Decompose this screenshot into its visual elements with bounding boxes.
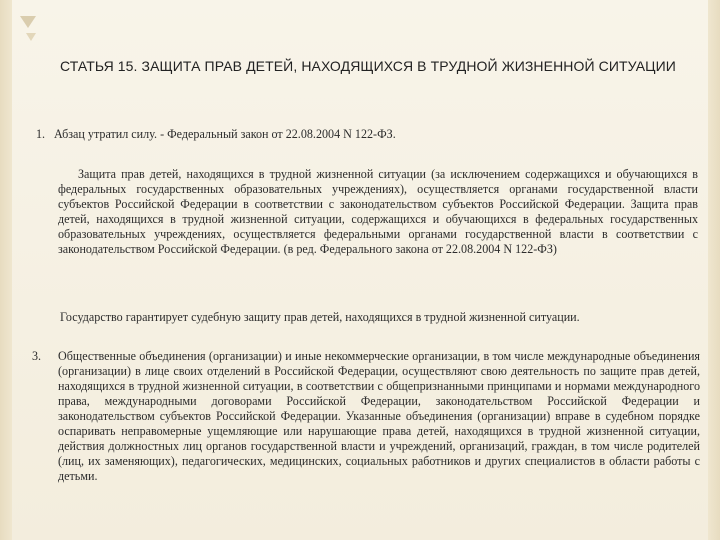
paragraph-2 [58,167,698,257]
paragraph-1-number: 1. [36,127,46,141]
paragraph-3-text: Общественные объединения (организации) и иные некоммерческие организации, в том числе международные объединения (организации) в лице своих отделений в Российской Федерации, осуществляют свою деятельность по защите прав детей, находящихся в трудной жизненной ситуации, в соответствии с общепризнанными принципами и нормами международного права, международными договорами Российской Федерации, законодательством Российской Федерации и законодательством субъектов Российской Федерации. Указанные объединения (организации) вправе в судебном порядке оспаривать неправомерные ущемляющие или нарушающие права детей, находящихся в трудной жизненной ситуации, действия должностных лиц органов государственной власти и учреждений, организаций, граждан, в том числе родителей (лиц, их заменяющих), педагогических, медицинских, социальных работников и других специалистов в области работы с детьми. [58,349,700,483]
paragraph-3-number: 3. [32,349,42,363]
paragraph-1 [36,127,696,142]
paragraph-guarantee-text: Государство гарантирует судебную защиту прав детей, находящихся в трудной жизненной ситуации. [60,310,580,324]
corner-ornament-small-icon [26,33,36,41]
paragraph-guarantee [60,310,700,325]
paragraph-1-text: Абзац утратил силу. - Федеральный закон от 22.08.2004 N 122-ФЗ. [54,127,396,141]
paragraph-3 [32,349,700,484]
corner-ornament-icon [20,16,36,28]
left-decorative-strip [0,0,12,540]
right-decorative-strip [708,0,720,540]
paragraph-2-text: Защита прав детей, находящихся в трудной жизненной ситуации (за исключением содержащихся и обучающихся в федеральных государственных образовательных учреждениях), осуществляется органами государственной власти субъектов Российской Федерации в соответствии с законодательством субъектов Российской Федерации. Защита прав детей, находящихся в трудной жизненной ситуации, содержащихся и обучающихся в федеральных государственных образовательных учреждениях, осуществляется федеральными органами государственной власти в соответствии с законодательством Российской Федерации. (в ред. Федерального закона от 22.08.2004 N 122-ФЗ) [58,167,698,256]
slide-title: СТАТЬЯ 15. ЗАЩИТА ПРАВ ДЕТЕЙ, НАХОДЯЩИХСЯ В ТРУДНОЙ ЖИЗНЕННОЙ СИТУАЦИИ [60,58,676,74]
